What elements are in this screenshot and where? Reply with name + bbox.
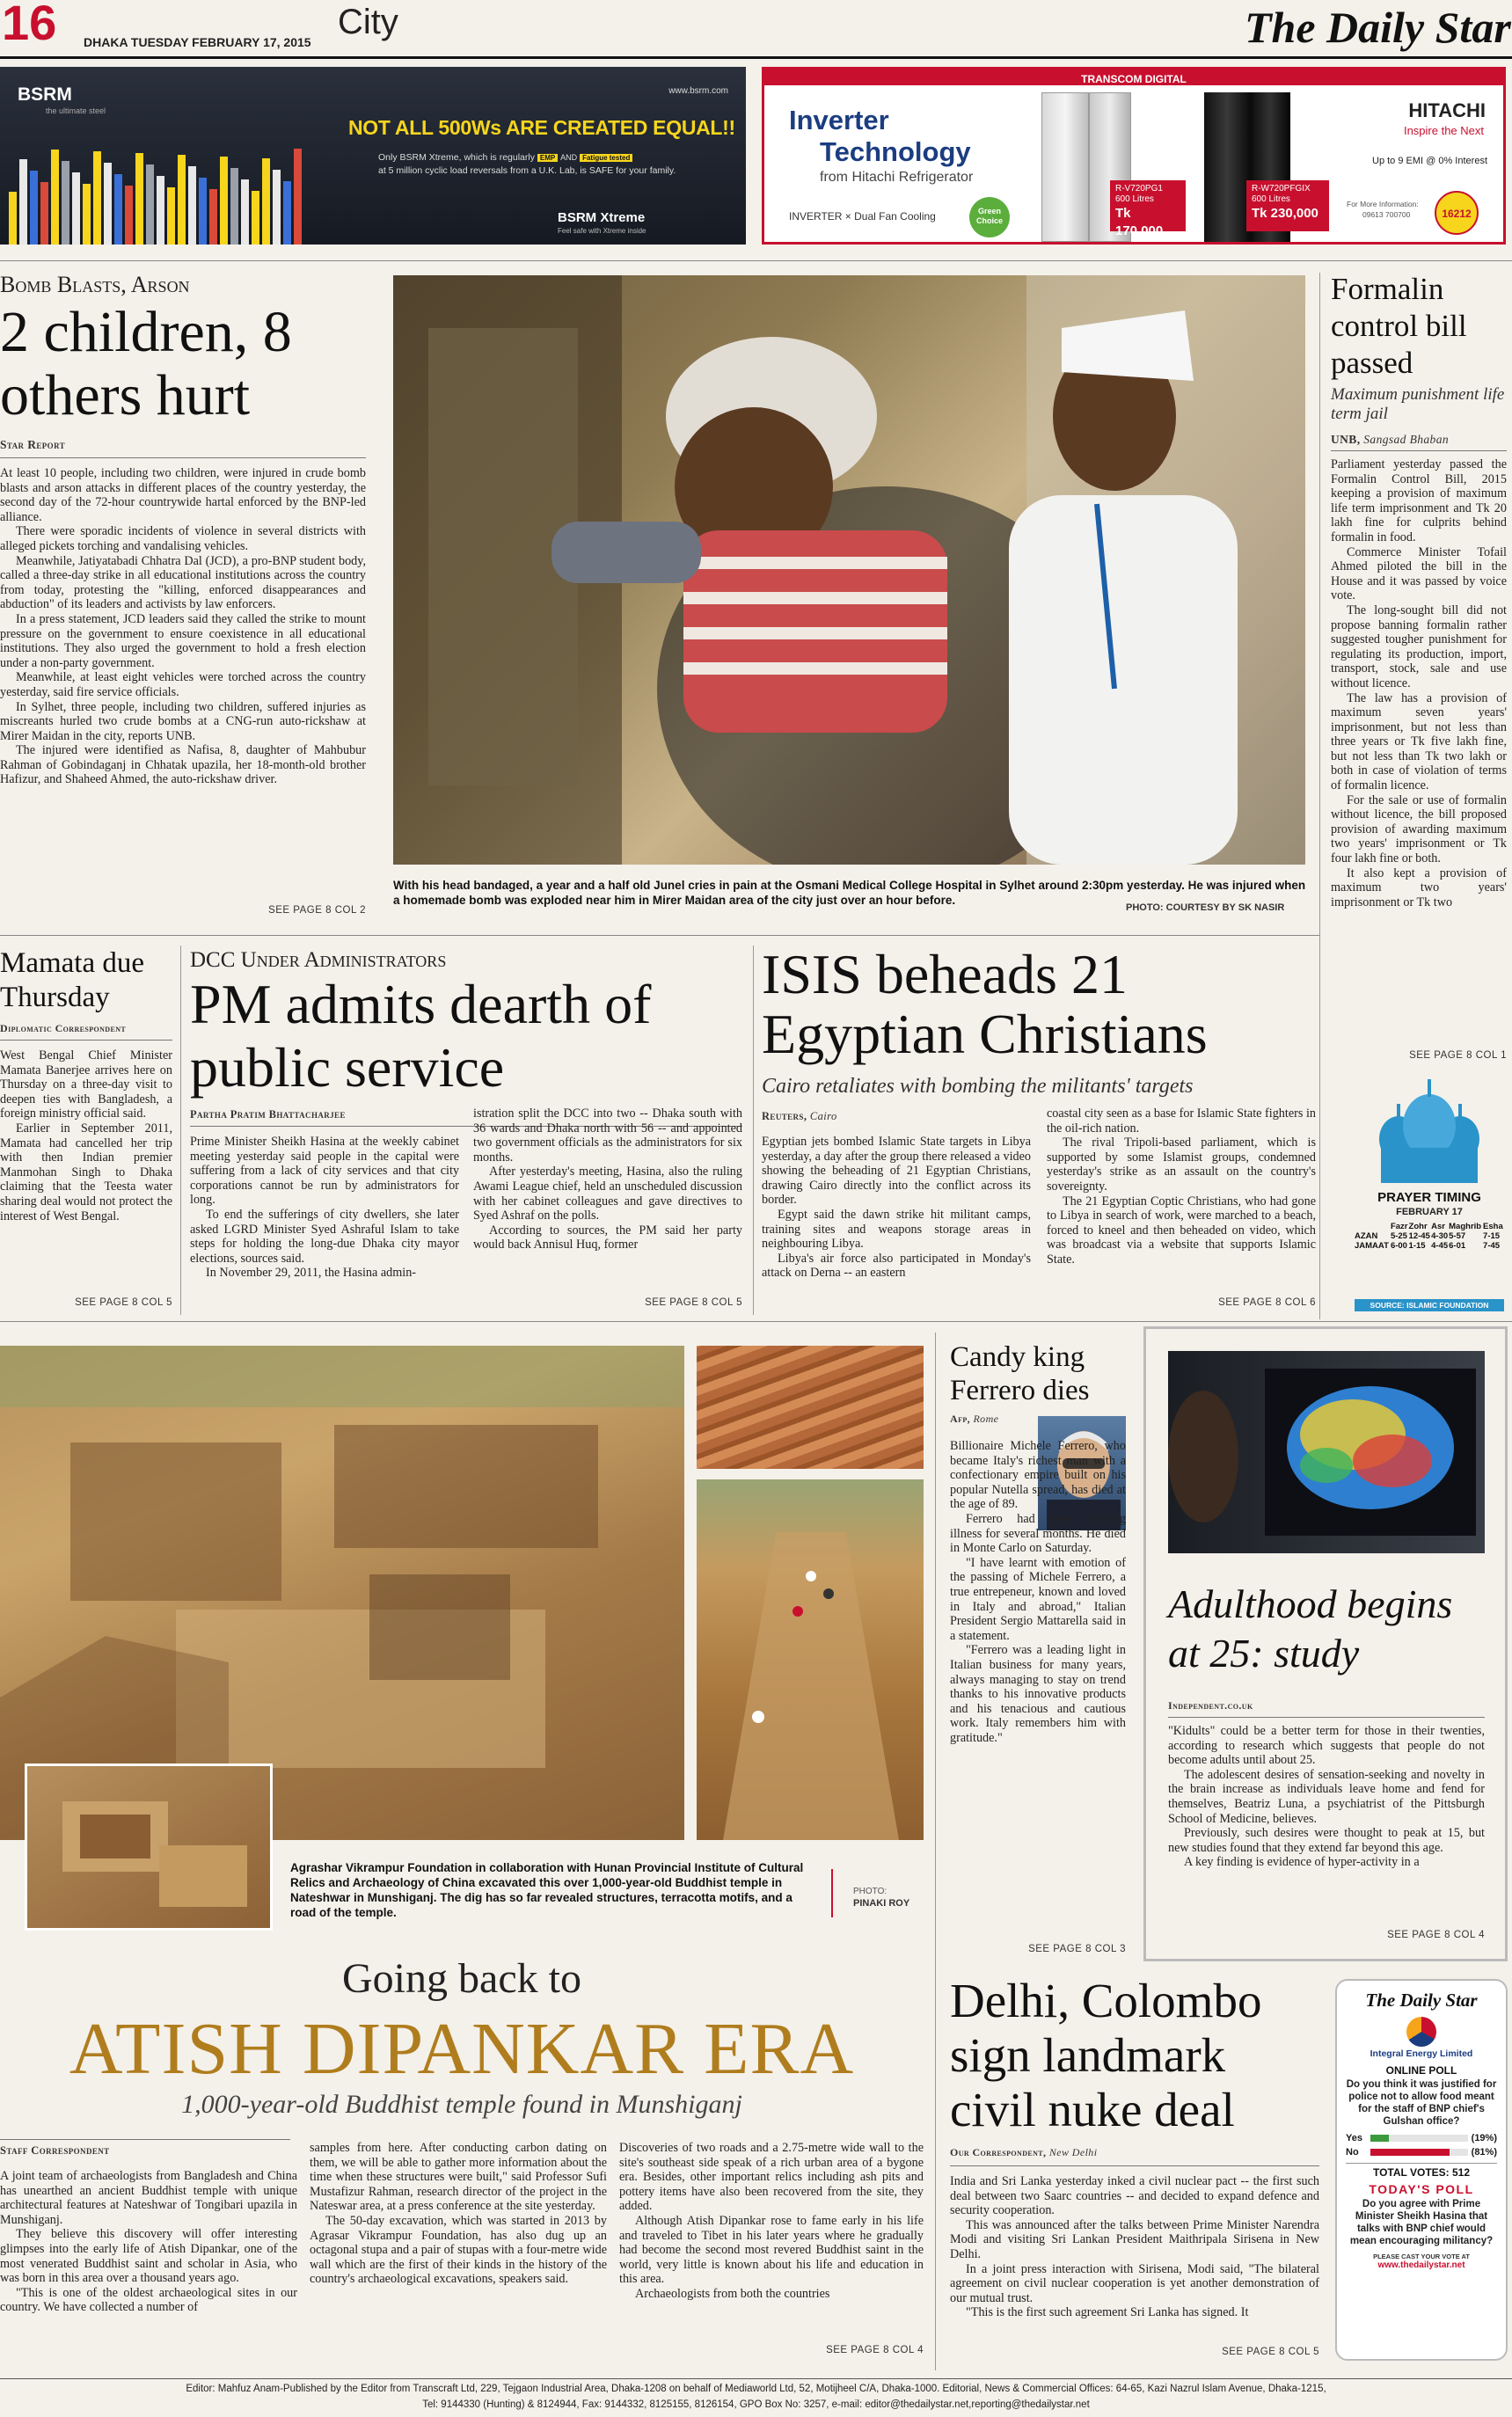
bomb-para: At least 10 people, including two children, were injured in crude bomb blasts and arson attacks in different places of the country yesterday, the second day of the 72-hour countrywide hartal enforced by the BNP-led alliance. [0,466,366,524]
mamata-jump[interactable]: SEE PAGE 8 COL 5 [75,1297,172,1308]
formalin-para: Commerce Minister Tofail Ahmed piloted the bill in the House and it was passed by voice vote. [1331,544,1507,603]
prayer-cell: 7-45 [1483,1241,1501,1251]
formalin-para: It also kept a provision of maximum two years' imprisonment or Tk two [1331,865,1507,909]
poll-sponsor: Integral Energy Limited [1370,2048,1473,2059]
bomb-headline[interactable]: 2 children, 8 others hurt [0,300,292,427]
model2: R-W720PFGIX [1252,184,1311,194]
atish-col-2 [310,2141,607,2287]
prayer-cell: 1-15 [1408,1241,1426,1251]
injured-child-photo [393,275,1305,865]
prayer-cell: 6-00 [1390,1241,1407,1251]
ad-bottom-rule [0,260,1512,261]
bsrm-url[interactable]: www.bsrm.com [668,86,728,96]
dcc-jump[interactable]: SEE PAGE 8 COL 5 [645,1297,742,1308]
ferrero-para: "Ferrero was a leading light in Italian business for many years, always managing to stay on trend thanks to his innovative products and his tenacious and cautious work. Italy remembers him with gratitude." [950,1643,1126,1745]
atish-jump[interactable]: SEE PAGE 8 COL 4 [826,2345,924,2355]
formalin-jump[interactable]: SEE PAGE 8 COL 1 [1409,1050,1507,1061]
isis-headline[interactable]: ISIS beheads 21 Egyptian Christians [762,943,1208,1065]
formalin-body [1331,457,1507,909]
ferrero-dateline: Rome [973,1413,999,1425]
col-divider [180,946,181,1315]
model1-cap: 600 Litres [1115,194,1154,204]
price-tag-2 [1246,180,1329,231]
adulthood-body [1168,1724,1485,1870]
prayer-cell: 5-57 [1449,1231,1466,1241]
prayer-cell: 4-45 [1431,1241,1449,1251]
credit-divider [831,1869,833,1917]
bomb-para: In Sylhet, three people, including two children, suffered injuries as miscreants hurled two crude bombs at a CNG-run auto-rickshaw at Mirer Maidan in the city, reports UNB. [0,699,366,743]
prayer-header: Zohr [1408,1222,1428,1231]
ferrero-jump[interactable]: SEE PAGE 8 COL 3 [1028,1944,1126,1954]
steel-rod [188,166,196,245]
steel-rods-illustration [0,128,317,245]
online-poll-box [1335,1979,1508,2361]
row-rule-2 [0,1321,1512,1322]
poll-no-bar [1370,2149,1450,2156]
prayer-date: FEBRUARY 17 [1396,1207,1463,1217]
nuke-agency: Our Correspondent, [950,2146,1047,2158]
atish-deck: 1,000-year-old Buddhist temple found in Munshiganj [181,2090,742,2119]
footer-rule [0,2378,1512,2379]
todays-poll-title: TODAY'S POLL [1369,2182,1474,2196]
prayer-source: SOURCE: ISLAMIC FOUNDATION [1355,1299,1504,1311]
prayer-cell: 6-01 [1449,1241,1466,1251]
atish-col-3 [619,2141,924,2302]
bomb-rule [0,457,366,458]
bsrm-ad[interactable] [0,67,746,245]
prayer-cell: 12-45 [1408,1231,1430,1241]
mamata-headline[interactable]: Mamata due Thursday [0,947,145,1013]
prayer-box [1355,1069,1504,1315]
steel-rod [83,184,91,245]
dcc-para: To end the sufferings of city dwellers, she later asked LGRD Minister Syed Ashraful Islam to take steps for holding the long-due Dhaka city mayor elections, sources said. [190,1207,459,1266]
poll-no-row[interactable] [1346,2147,1497,2158]
green-choice-badge [969,197,1010,237]
steel-rod [178,155,186,245]
fridge-silver [1041,92,1089,242]
todays-poll-question: Do you agree with Prime Minister Sheikh Hasina that talks with BNP chief would mean encouraging militancy? [1349,2199,1494,2246]
col-divider [753,946,754,1315]
isis-deck: Cairo retaliates with bombing the militants' targets [762,1075,1194,1098]
dateline: DHAKA TUESDAY FEBRUARY 17, 2015 [84,35,311,49]
poll-yes-row[interactable] [1346,2133,1497,2143]
atish-byline: Staff Correspondent [0,2144,110,2157]
steel-rod [114,174,122,245]
page-number: 16 [2,0,57,50]
bsrm-tag3: Fatigue tested [580,154,632,162]
model1: R-V720PG1 [1115,184,1163,194]
nuke-para: This was announced after the talks between Prime Minister Narendra Modi and visiting Sri Lankan President Maithripala Sirisena in New Delhi. [950,2217,1319,2261]
brain-scan-photo [1168,1351,1485,1553]
nuke-dateline: New Delhi [1048,2146,1098,2158]
adulthood-byline: Independent.co.uk [1168,1699,1253,1712]
price-tag-1 [1110,180,1186,238]
poll-title: ONLINE POLL [1385,2064,1457,2077]
ferrero-para: "I have learnt with emotion of the passing of Michele Ferrero, a true entrepeneur, known and loved in Italy and abroad," Italian President Sergio Mattarella said in a statement. [950,1555,1126,1643]
mamata-byline: Diplomatic Correspondent [0,1022,127,1034]
mamata-rule [0,1040,172,1041]
steel-rod [135,153,143,245]
prayer-header: Esha [1483,1222,1503,1231]
poll-question: Do you think it was justified for police not to allow food meant for the staff of BNP chief's Gulshan office? [1346,2079,1497,2127]
hitachi-info: For More Information: [1347,200,1419,208]
formalin-para: Parliament yesterday passed the Formalin Control Bill, 2015 keeping a provision of maximum life term imprisonment and Tk 20 lakh fine for culprits behind formalin in food. [1331,457,1507,544]
nuke-jump[interactable]: SEE PAGE 8 COL 5 [1222,2347,1319,2357]
prayer-header: Fazr [1390,1222,1408,1231]
steel-rod [72,172,80,245]
col-divider [935,1333,936,2370]
adulthood-para: The adolescent desires of sensation-seeking and novelty in the brain increase as individuals leave home and fend for themselves, Beatriz Luna, a psychiatrist of the Pittsburgh School of Medicine, believes. [1168,1767,1485,1826]
formalin-deck: Maximum punishment life term jail [1331,385,1505,423]
isis-para: Libya's air force also participated in Monday's attack on Derna -- an eastern [762,1251,1031,1281]
bsrm-line2: at 5 million cyclic load reversals from a U.K. Lab, is SAFE for your family. [378,165,676,176]
adulthood-para: "Kidults" could be a better term for those in their twenties, according to research which suggests that people do not become adults until about 25. [1168,1724,1485,1768]
brain-scene [1168,1351,1485,1553]
steel-rod [157,176,164,245]
inverter-features: INVERTER × Dual Fan Cooling [789,210,936,223]
bomb-photo-caption: With his head bandaged, a year and a half old Junel cries in pain at the Osmani Medical College Hospital in Sylhet around 2:30pm yesterday. He was injured when a homemade bomb was exploded near him in Mirer Maidan area of the city just over an hour before. [393,879,1306,907]
poll-site-link[interactable]: www.thedailystar.net [1377,2260,1465,2270]
isis-para: Egyptian jets bombed Islamic State targets in Libya yesterday, a day after the group there released a video showing the beheading of 21 Egyptian Christians, drawing Cairo directly into the conflict across its border. [762,1135,1031,1208]
poll-sponsor-logo-icon [1406,2017,1436,2047]
nuke-byline [950,2146,1097,2159]
prayer-title: PRAYER TIMING [1377,1190,1481,1205]
steel-rod [273,170,281,245]
atish-credit-label: PHOTO: [853,1887,887,1896]
prayer-cell: 5-25 [1390,1231,1407,1241]
atish-col-1 [0,2169,297,2315]
adulthood-para: Previously, such desires were thought to peak at 15, but new studies found that they extend far beyond this age. [1168,1826,1485,1855]
price2: Tk 230,000 [1252,206,1318,221]
atish-para: A joint team of archaeologists from Bangladesh and China has unearthed an ancient Buddhist temple with unique architectural features at Nateshwar of Tongibari upazila in Munshiganj. [0,2169,297,2227]
fridge-black [1204,92,1250,242]
steel-rod [241,179,249,245]
prayer-cell: JAMAAT [1355,1241,1389,1251]
isis-byline [762,1110,837,1123]
imprint-line-1: Editor: Mahfuz Anam-Published by the Editor from Transcraft Ltd, 229, Tejgaon Industrial Area, Dhaka-1208 on behalf of Mediaworld Ltd, 52, Motijheel C/A, Dhaka-1000. Editorial, News & Commercial Offices: 64-65, Kazi Nazrul Islam Avenue, Dhaka-1215, [186,2384,1326,2394]
prayer-table [1355,1222,1504,1251]
poll-logo: The Daily Star [1365,1990,1478,2011]
isis-para: The 21 Egyptian Coptic Christians, who had gone to Libya in search of work, were marched to a beach, forced to kneel and then beheaded on video, which was broadcast via a website that supports Islamic State. [1047,1194,1316,1267]
poll-no-label: No [1346,2147,1359,2158]
atish-photo-caption: Agrashar Vikrampur Foundation in collaboration with Hunan Provincial Institute of Cultural Relics and Archaeology of China excavated this over 1,000-year-old Buddhist temple in Nateshwar in Munshiganj. The dig has so far revealed structures, terracotta motifs, and a road of the temple. [290,1861,804,1919]
col-divider [1319,273,1320,1319]
steel-rod [51,150,59,245]
atish-credit: PINAKI ROY [853,1898,910,1909]
ferrero-headline[interactable]: Candy king Ferrero dies [950,1341,1090,1406]
bsrm-tag2: AND [560,153,578,162]
hitachi-phone: 09613 700700 [1362,210,1411,219]
formalin-dateline: Sangsad Bhaban [1363,433,1449,446]
poll-yes-bar-track [1370,2135,1468,2142]
dcc-para: Prime Minister Sheikh Hasina at the weekly cabinet meeting yesterday said people in the capital were suffering from a lack of city services and that city corporations cannot be run by administrators for long. [190,1135,459,1208]
inverter-title1: Inverter [789,105,889,135]
poll-no-bar-track [1370,2149,1468,2156]
hitachi-brand: HITACHI [1408,99,1486,121]
steel-rod [62,161,69,245]
steel-rod [220,157,228,245]
prayer-cell: AZAN [1355,1231,1378,1241]
steel-rod [9,192,17,245]
ferrero-agency: Afp, [950,1413,971,1425]
steel-rod [262,158,270,245]
dcc-para: According to sources, the PM said her party would back Annisul Huq, former [473,1223,742,1252]
hitachi-ad[interactable] [762,67,1506,245]
isis-dateline: Cairo [809,1110,837,1122]
prayer-header: Asr [1431,1222,1445,1231]
road-scene [697,1479,924,1840]
formalin-agency: UNB, [1331,433,1361,446]
bomb-para: There were sporadic incidents of violence in several districts with alleged pickets torching and vandalising vehicles. [0,524,366,553]
bomb-kicker: Bomb Blasts, Arson [0,272,190,297]
atish-para: "This is one of the oldest archaeological sites in our country. We have collected a number of [0,2285,297,2315]
bomb-para: Meanwhile, at least eight vehicles were torched across the country yesterday, said fire service officials. [0,670,366,699]
steel-rod [104,163,112,245]
poll-cast-label: PLEASE CAST YOUR VOTE AT [1373,2253,1470,2260]
steel-rod [19,159,27,245]
masthead-rule [0,56,1512,59]
green-choice-label: Green Choice [975,207,1003,225]
ferrero-body [950,1439,1126,1745]
dcc-para: After yesterday's meeting, Hasina, also the ruling Awami League chief, held an unscheduled discussion with her cabinet colleagues and gave directives to Syed Ashraf on the polls. [473,1165,742,1223]
mosque-domes-icon [1363,1077,1495,1183]
adulthood-jump[interactable]: SEE PAGE 8 COL 4 [1387,1930,1485,1940]
dcc-col-2 [473,1106,742,1252]
dcc-para: istration split the DCC into two -- Dhaka south with 36 wards and Dhaka north with 56 -- and appointed two government officials as the administrators for six months. [473,1106,742,1165]
hitachi-offer: Up to 9 EMI @ 0% Interest [1372,156,1487,166]
nuke-headline[interactable]: Delhi, Colombo sign landmark civil nuke deal [950,1974,1262,2136]
formalin-byline [1331,433,1449,447]
formalin-rule [1331,450,1507,451]
price1: Tk 170,000 [1115,206,1164,238]
atish-para: The 50-day excavation, which was started in 2013 by Agrasar Vikrampur Foundation, has also dug up an octagonal stupa and a pair of stupas with a four-metre wide wall which are the first of their kinds in the history of the country's archaeological excavations, speakers said. [310,2213,607,2287]
adulthood-headline[interactable]: Adulthood begins at 25: study [1168,1581,1453,1676]
steel-rod [93,151,101,245]
ferrero-para: Ferrero had been battling illness for several months. He died in Monte Carlo on Saturday. [950,1511,1126,1556]
bsrm-brand-sub: Feel safe with Xtreme inside [558,227,646,235]
model2-cap: 600 Litres [1252,194,1290,204]
bomb-para: Meanwhile, Jatiyatabadi Chhatra Dal (JCD), a pro-BNP student body, called a three-day strike in all educational institutions across the country from today, protesting the "killing, enforced disappearances and abduction" of its leaders and activists by law enforcers. [0,553,366,612]
photo-scene [393,275,1305,865]
bomb-para: In a press statement, JCD leaders said they called the strike to mount pressure on the government to ensure coexistence in all educational institutions. They also urged the government to hold a fresh election under a non-party government. [0,611,366,670]
bsrm-tag1: EMP [537,154,558,162]
poll-yes-pct: (19%) [1471,2133,1497,2143]
mamata-para: West Bengal Chief Minister Mamata Banerjee arrives here on Thursday on a three-day visit to deepen ties with Bangladesh, a foreign ministry official said. [0,1048,172,1121]
prayer-header-row [1355,1222,1504,1231]
hitachi-tagline: Inspire the Next [1403,124,1484,137]
atish-para: Although Atish Dipankar rose to fame early in his life and traveled to Tibet in his later years where he gradually had become the second most revered Buddhist saint in the world, very little is known about his life and education in this area. [619,2213,924,2287]
adulthood-para: A key finding is evidence of hyper-activity in a [1184,1855,1420,1870]
dcc-col-1 [190,1135,459,1281]
care-number: 16212 [1442,208,1472,220]
poll-yes-bar [1370,2135,1389,2142]
formalin-para: The law has a provision of maximum seven years' imprisonment, but not less than three years or Tk five lakh fine, but not less than Tk two lakh or both in case of violation of terms of formalin licence. [1331,690,1507,793]
ferrero-byline [950,1413,998,1426]
steel-rod [252,191,259,245]
dcc-headline[interactable]: PM admits dearth of public service [190,973,652,1099]
ferrero-para: Billionaire Michele Ferrero, who became Italy's richest man with a confectionary empire built on his popular Nutella spread, has died at the age of 89. [950,1439,1126,1512]
poll-no-pct: (81%) [1471,2147,1497,2158]
isis-jump[interactable]: SEE PAGE 8 COL 6 [1218,1297,1316,1308]
formalin-headline[interactable]: Formalin control bill passed [1331,272,1467,380]
steel-rod [209,189,217,245]
prayer-row [1355,1231,1504,1241]
atish-para: samples from here. After conducting carbon dating on them, we will be able to gather more information about the time when these structures were built," said Professor Sufi Mustafizur Rahman, research director of the project in the Nateswar area, at a press conference at the site yesterday. [310,2141,607,2214]
nuke-rule [950,2165,1319,2166]
bsrm-logo-sub: the ultimate steel [46,106,106,115]
atish-headline-2[interactable]: ATISH DIPANKAR ERA [69,2008,855,2090]
formalin-para: For the sale or use of formalin without licence, the bill proposed provision of awarding maximum two years' imprisonment or Tk four lakh fine or both. [1331,792,1507,866]
atish-para: Archaeologists from both the countries [635,2286,830,2301]
imprint-line-2: Tel: 9144330 (Hunting) & 8124944, Fax: 9144332, 8125155, 8126154, GPO Box No: 3257, e-mail: editor@thedailystar.net,reporting@thedailystar.net [422,2399,1090,2410]
poll-total: TOTAL VOTES: 512 [1346,2163,1497,2179]
dcc-para: In November 29, 2011, the Hasina admin- [206,1266,417,1281]
inverter-sub: from Hitachi Refrigerator [820,170,974,185]
bsrm-line1: Only BSRM Xtreme, which is regularly [378,152,535,163]
dcc-kicker: DCC Under Administrators [190,948,447,972]
prayer-row [1355,1241,1504,1251]
isis-para: The rival Tripoli-based parliament, which is supported by some Islamist groups, condemned yesterday's strike as an assault on the country's sovereignty. [1047,1135,1316,1194]
inverter-title2: Technology [820,136,971,167]
atish-para: Discoveries of two roads and a 2.75-metre wide wall to the site's southeast side speak of a rich urban area of a bygone era. Besides, other important relics including ash pits and pottery items have also been recovered from the site, they added. [619,2141,924,2214]
bomb-para: The injured were identified as Nafisa, 8, daughter of Mahbubur Rahman of Gobindaganj in Chhatak upazila, her 18-month-old brother Hafizur, and Shaheed Ahmed, the auto-rickshaw driver. [0,743,366,787]
bsrm-copy [378,151,712,178]
isis-para: Egypt said the dawn strike hit militant camps, training sites and weapons storage areas in neighbouring Libya. [762,1207,1031,1252]
steel-rod [146,164,154,245]
section-name: City [338,3,398,41]
masthead-logo: The Daily Star [1245,3,1511,52]
prayer-cell: 7-15 [1483,1231,1501,1241]
bomb-body [0,466,366,787]
steel-rod [230,168,238,245]
terracotta-photo [697,1346,924,1469]
isis-col-2 [1047,1106,1316,1267]
bomb-photo-credit: PHOTO: COURTESY BY SK NASIR [1126,902,1285,913]
transcom-label: TRANSCOM DIGITAL [1081,73,1187,85]
bomb-byline: Star Report [0,438,66,451]
steel-rod [294,149,302,245]
road-photo [697,1479,924,1840]
prayer-cell: 4-30 [1431,1231,1449,1241]
mamata-body [0,1048,172,1223]
steel-rod [167,187,175,245]
isis-agency: Reuters, [762,1110,807,1122]
atish-para: They believe this discovery will offer interesting glimpses into the early life of Atish Dipankar, one of the most venerated Buddhist saint and scholar in Asia, who was born in this area over a thousand years ago. [0,2227,297,2286]
formalin-para: The long-sought bill did not propose banning formalin rather suggested tougher punishment for regulating its production, import, transport, stock, sale and use without licence. [1331,602,1507,690]
isis-col-1 [762,1135,1031,1281]
care-hotline [1435,191,1479,235]
nuke-para: "This is the first such agreement Sri Lanka has signed. It [966,2305,1249,2320]
bsrm-brand: BSRM Xtreme [558,210,646,225]
nuke-para: India and Sri Lanka yesterday inked a civil nuclear pact -- the first such deal between two Saarc countries -- and decided to expand defence and security cooperation. [950,2174,1319,2218]
steel-rod [30,171,38,245]
bsrm-logo: BSRM [18,84,72,105]
steel-rod [283,181,291,245]
row-rule [0,935,1319,936]
atish-rule [0,2139,290,2140]
transcom-bar [764,69,1503,85]
bsrm-headline: NOT ALL 500Ws ARE CREATED EQUAL!! [348,116,735,139]
dcc-byline: Partha Pratim Bhattacharjee [190,1108,346,1121]
stupa-scene [27,1766,270,1928]
mamata-para: Earlier in September 2011, Mamata had cancelled her trip with then Indian premier Manmohan Singh to Dhaka claiming that the Teesta water sharing deal would not protect the interest of West Bengal. [0,1121,172,1223]
adulthood-rule [1168,1717,1485,1718]
atish-headline-1[interactable]: Going back to [342,1955,581,2002]
prayer-header [1355,1222,1391,1231]
steel-rod [125,186,133,245]
poll-yes-label: Yes [1346,2133,1362,2143]
nuke-para: In a joint press interaction with Sirisena, Modi said, "The bilateral agreement on civil nuclear cooperation is yet another demonstration of our mutual trust. [950,2261,1319,2305]
prayer-header: Maghrib [1449,1222,1482,1231]
steel-rod [40,182,48,245]
isis-para: coastal city seen as a base for Islamic State fighters in the oil-rich nation. [1047,1106,1316,1135]
bomb-jump[interactable]: SEE PAGE 8 COL 2 [268,905,366,916]
steel-rod [199,178,207,245]
excavation-photo-inset [25,1763,273,1931]
nuke-body [950,2174,1319,2320]
